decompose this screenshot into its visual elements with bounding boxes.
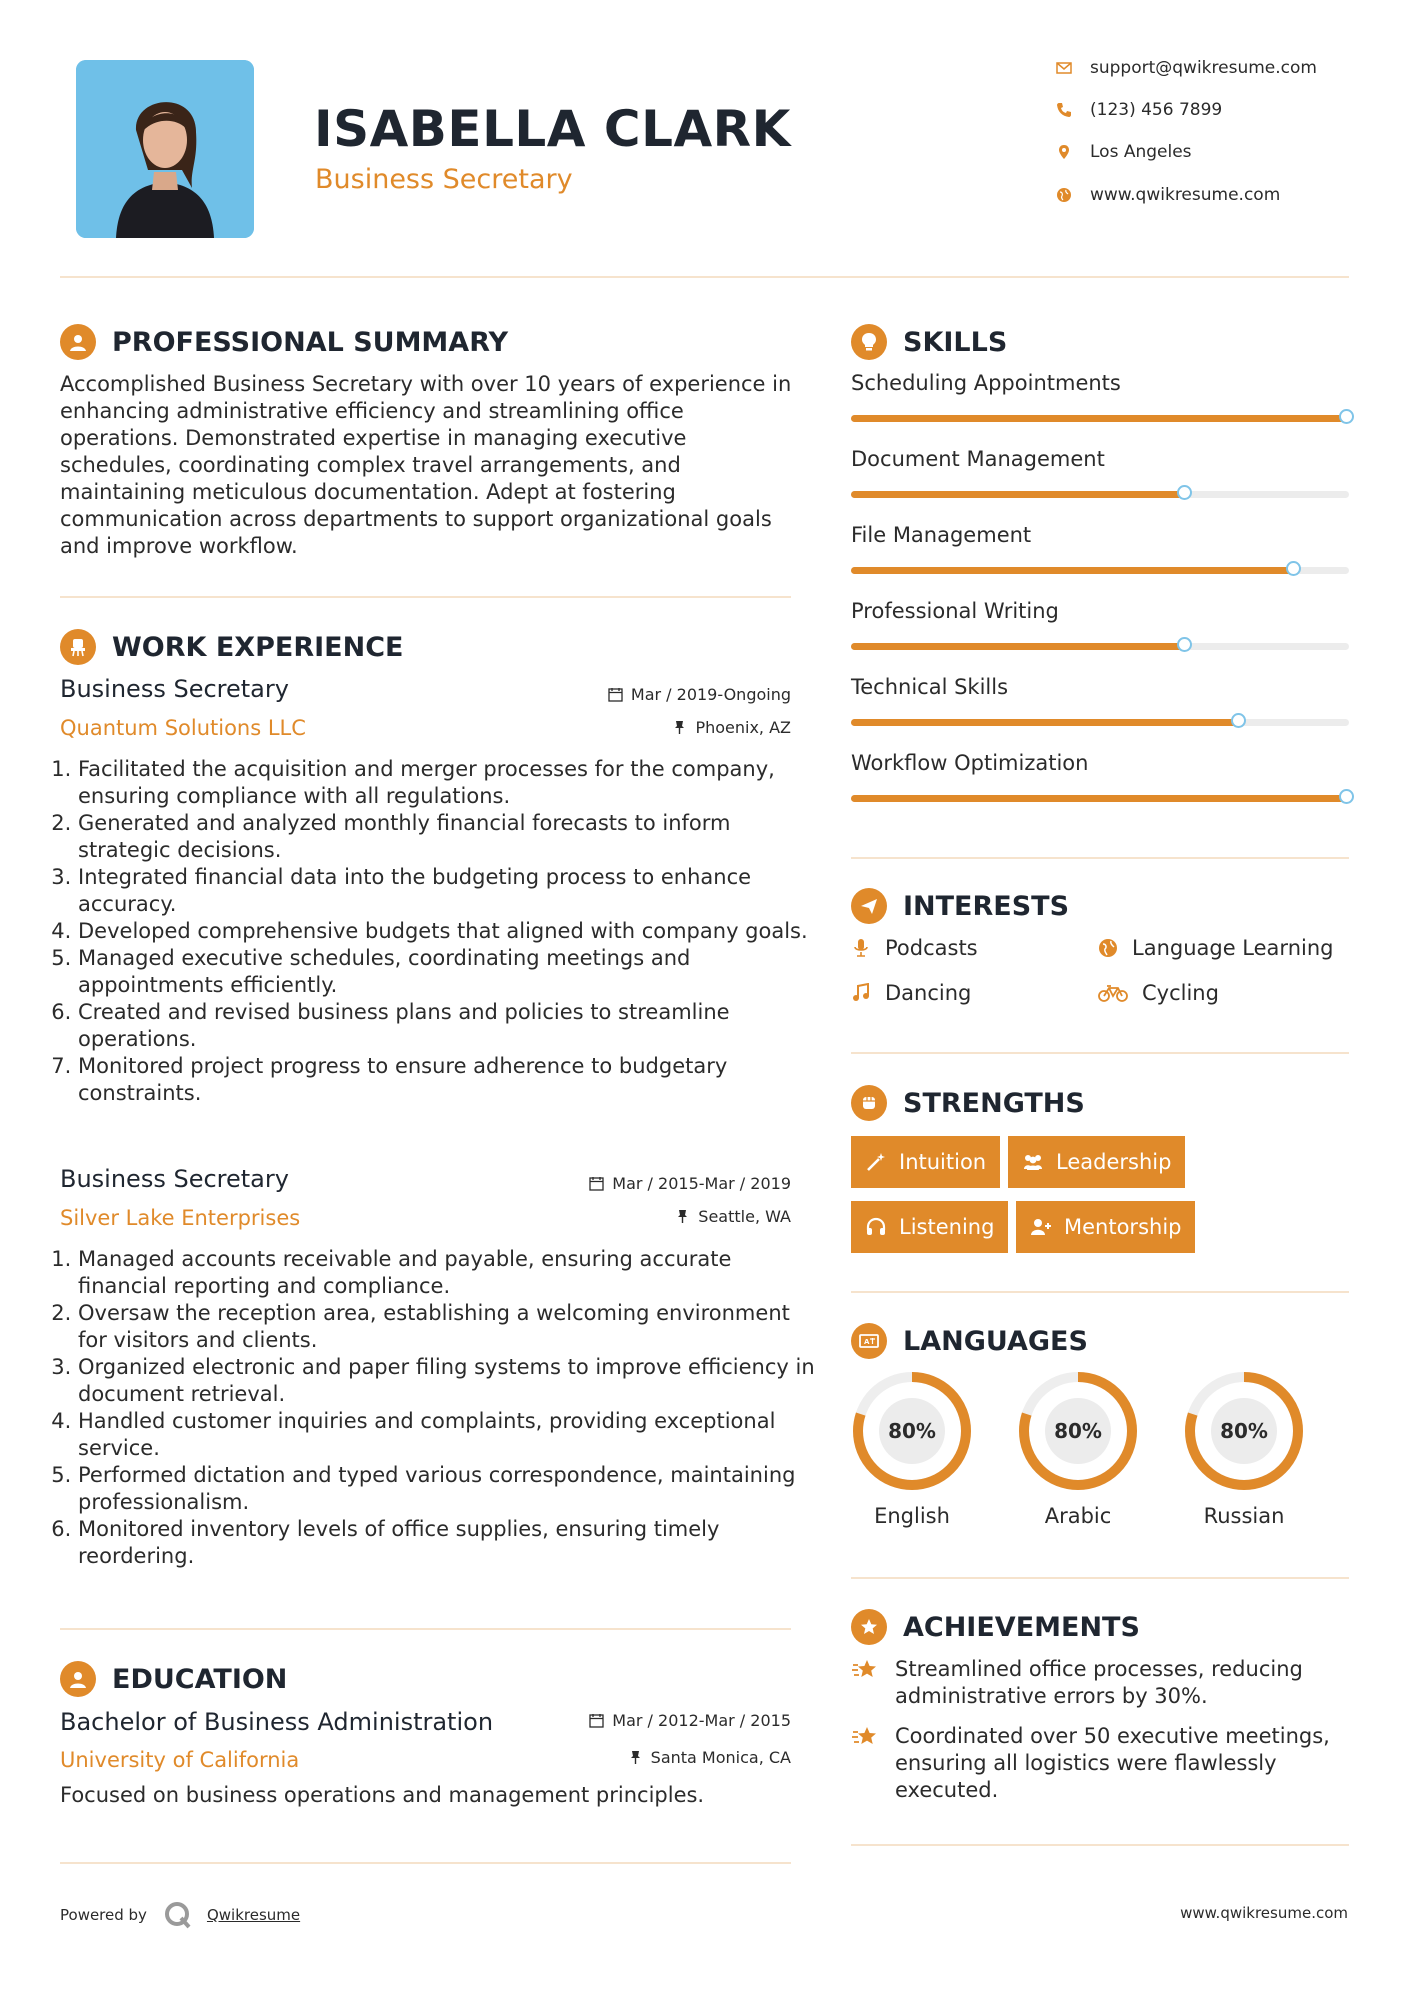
calendar-icon — [589, 1176, 604, 1191]
contact-website-text: www.qwikresume.com — [1090, 185, 1281, 205]
globe-icon — [1056, 187, 1072, 203]
users-icon — [1022, 1151, 1044, 1173]
map-pin-icon — [1056, 144, 1072, 160]
job-duties-list — [60, 756, 818, 1107]
skill-bar-knob — [1231, 713, 1246, 728]
list-item: 1. Facilitated the acquisition and merger processes for the company, ensuring compliance with all regulations. — [78, 756, 818, 810]
education-date — [520, 1711, 791, 1730]
languages-title-text: LANGUAGES — [903, 1325, 1088, 1357]
list-item: 4. Handled customer inquiries and complaints, providing exceptional service. — [78, 1408, 818, 1462]
list-item: 7. Monitored project progress to ensure adherence to budgetary constraints. — [78, 1053, 818, 1107]
skill-name: Professional Writing — [851, 599, 1059, 623]
bicycle-icon — [1098, 983, 1128, 1003]
strengths-divider — [851, 1291, 1349, 1293]
list-item: 3. Organized electronic and paper filing systems to improve efficiency in document retrieval. — [78, 1354, 818, 1408]
svg-text:A: A — [864, 1338, 870, 1346]
language-ring — [1017, 1370, 1139, 1492]
pushpin-icon — [672, 720, 687, 735]
language-item — [1183, 1370, 1305, 1496]
skill-bar-knob — [1339, 789, 1354, 804]
graduate-icon — [60, 1661, 96, 1697]
list-item: 3. Integrated financial data into the budgeting process to enhance accuracy. — [78, 864, 818, 918]
list-item: 6. Monitored inventory levels of office supplies, ensuring timely reordering. — [78, 1516, 818, 1570]
education-location — [520, 1748, 791, 1767]
job-location-text: Seattle, WA — [698, 1207, 791, 1226]
achievement-text: Coordinated over 50 executive meetings, ensuring all logistics were flawlessly executed. — [895, 1724, 1330, 1802]
languages-divider — [851, 1577, 1349, 1579]
headphones-icon — [865, 1216, 887, 1238]
envelope-icon — [1056, 60, 1072, 76]
interest-label: Language Learning — [1132, 936, 1334, 960]
skill-bar — [851, 795, 1349, 802]
education-date-text: Mar / 2012-Mar / 2015 — [612, 1711, 791, 1730]
skills-divider — [851, 857, 1349, 859]
music-icon — [851, 983, 871, 1003]
summary-line: enhancing administrative efficiency and streamlining office — [60, 399, 684, 423]
job-company: Silver Lake Enterprises — [60, 1206, 301, 1230]
interest-label: Cycling — [1142, 981, 1219, 1005]
contact-phone[interactable] — [1056, 98, 1222, 122]
list-item: 1. Managed accounts receivable and payable, ensuring accurate financial reporting and compliance. — [78, 1246, 818, 1300]
footer-powered-by — [60, 1900, 300, 1930]
star-badge-icon — [851, 1609, 887, 1645]
contact-email-text: support@qwikresume.com — [1090, 58, 1317, 78]
job-location — [560, 718, 791, 737]
qwikresume-logo-icon — [163, 1900, 193, 1930]
job-title: Business Secretary — [60, 675, 289, 703]
skill-bar-knob — [1177, 637, 1192, 652]
list-item: 4. Developed comprehensive budgets that aligned with company goals. — [78, 918, 818, 945]
section-title-interests — [851, 888, 1069, 924]
list-item: 2. Generated and analyzed monthly financial forecasts to inform strategic decisions. — [78, 810, 818, 864]
language-icon — [851, 1323, 887, 1359]
language-name: Russian — [1203, 1504, 1285, 1528]
job-date — [520, 1174, 791, 1193]
interest-item — [1098, 936, 1333, 960]
summary-title-text: PROFESSIONAL SUMMARY — [112, 326, 509, 358]
calendar-icon — [608, 687, 623, 702]
strength-badge — [1016, 1201, 1195, 1253]
job-location-text: Phoenix, AZ — [695, 718, 791, 737]
skill-item — [851, 751, 1349, 775]
phone-icon — [1056, 102, 1072, 118]
skill-bar — [851, 719, 1349, 726]
star-icon — [851, 1723, 879, 1751]
microphone-icon — [851, 938, 871, 958]
skill-bar — [851, 415, 1349, 422]
user-icon — [60, 324, 96, 360]
paper-plane-icon — [851, 888, 887, 924]
contact-email[interactable] — [1056, 56, 1317, 80]
experience-divider — [60, 1628, 791, 1630]
strength-badge — [1008, 1136, 1185, 1188]
qwikresume-link[interactable]: Qwikresume — [206, 1906, 301, 1924]
section-title-languages — [851, 1323, 1088, 1359]
strength-badge — [851, 1201, 1008, 1253]
user-plus-icon — [1030, 1216, 1052, 1238]
interest-item — [851, 981, 971, 1005]
interest-label: Podcasts — [885, 936, 978, 960]
strength-label: Listening — [899, 1215, 995, 1239]
job-company: Quantum Solutions LLC — [60, 716, 306, 740]
language-name: English — [874, 1504, 950, 1528]
pushpin-icon — [628, 1750, 643, 1765]
job-date-text: Mar / 2019-Ongoing — [630, 685, 791, 704]
skill-bar — [851, 491, 1349, 498]
job-date — [560, 685, 791, 704]
skill-item — [851, 447, 1349, 471]
achievement-item — [851, 1656, 1349, 1710]
summary-line: Accomplished Business Secretary with over 10 years of experience in — [60, 372, 792, 396]
strength-badge — [851, 1136, 1000, 1188]
education-title-text: EDUCATION — [112, 1663, 288, 1695]
achievement-text: Streamlined office processes, reducing administrative errors by 30%. — [895, 1657, 1303, 1708]
magic-wand-icon — [865, 1151, 887, 1173]
skill-item — [851, 371, 1349, 395]
skill-bar — [851, 567, 1349, 574]
job-duties-list — [60, 1246, 818, 1570]
contact-phone-text: (123) 456 7899 — [1090, 100, 1223, 120]
skill-bar-fill — [851, 719, 1239, 726]
summary-text — [60, 371, 800, 560]
skill-name: Document Management — [851, 447, 1105, 471]
experience-title-text: WORK EXPERIENCE — [112, 631, 404, 663]
strengths-title-text: STRENGTHS — [903, 1087, 1085, 1119]
skill-item — [851, 675, 1349, 699]
language-ring — [1183, 1370, 1305, 1492]
section-title-skills — [851, 324, 1007, 360]
footer-website[interactable]: www.qwikresume.com — [1180, 1904, 1348, 1922]
skill-item — [851, 523, 1349, 547]
school-name: University of California — [60, 1748, 300, 1772]
summary-line: and improve workflow. — [60, 534, 298, 558]
section-title-education — [60, 1661, 287, 1697]
education-divider — [60, 1862, 791, 1864]
achievement-item — [851, 1723, 1349, 1804]
powered-by-text: Powered by — [60, 1906, 147, 1924]
contact-website[interactable] — [1056, 183, 1280, 207]
skill-bar-fill — [851, 491, 1185, 498]
skills-title-text: SKILLS — [903, 326, 1008, 358]
language-name: Arabic — [1044, 1504, 1112, 1528]
interests-divider — [851, 1052, 1349, 1054]
language-item — [851, 1370, 973, 1496]
list-item: 2. Oversaw the reception area, establishing a welcoming environment for visitors and clients. — [78, 1300, 818, 1354]
skill-name: File Management — [851, 523, 1032, 547]
skill-bar-knob — [1339, 409, 1354, 424]
candidate-role: Business Secretary — [315, 164, 573, 195]
language-ring — [851, 1370, 973, 1492]
skill-bar-fill — [851, 567, 1294, 574]
skill-name: Workflow Optimization — [851, 751, 1089, 775]
list-item: 5. Performed dictation and typed various correspondence, maintaining professionalism. — [78, 1462, 818, 1516]
section-title-experience — [60, 629, 403, 665]
star-icon — [851, 1656, 879, 1684]
skill-bar-fill — [851, 643, 1185, 650]
achievements-title-text: ACHIEVEMENTS — [903, 1611, 1140, 1643]
chair-icon — [60, 629, 96, 665]
candidate-name: ISABELLA CLARK — [314, 100, 791, 158]
job-date-text: Mar / 2015-Mar / 2019 — [612, 1174, 791, 1193]
degree-title: Bachelor of Business Administration — [60, 1708, 494, 1736]
strength-label: Leadership — [1056, 1150, 1172, 1174]
summary-divider — [60, 596, 791, 598]
skill-bar-fill — [851, 795, 1349, 802]
header-divider — [60, 276, 1349, 278]
achievements-divider — [851, 1844, 1349, 1846]
list-item: 6. Created and revised business plans and policies to streamline operations. — [78, 999, 818, 1053]
skill-bar-knob — [1177, 485, 1192, 500]
list-item: 5. Managed executive schedules, coordinating meetings and appointments efficiently. — [78, 945, 818, 999]
strength-label: Mentorship — [1064, 1215, 1182, 1239]
interests-title-text: INTERESTS — [903, 890, 1070, 922]
calendar-icon — [589, 1713, 604, 1728]
summary-line: schedules, coordinating complex travel arrangements, and — [60, 453, 681, 477]
strength-label: Intuition — [899, 1150, 987, 1174]
education-description: Focused on business operations and management principles. — [60, 1783, 705, 1807]
section-title-achievements — [851, 1609, 1140, 1645]
interest-label: Dancing — [885, 981, 972, 1005]
section-title-strengths — [851, 1085, 1085, 1121]
fist-icon — [851, 1085, 887, 1121]
summary-line: operations. Demonstrated expertise in managing executive — [60, 426, 687, 450]
skill-item — [851, 599, 1349, 623]
language-percent: 80% — [888, 1419, 936, 1443]
job-title: Business Secretary — [60, 1165, 289, 1193]
language-percent: 80% — [1220, 1419, 1268, 1443]
job-location — [560, 1207, 791, 1226]
interest-item — [851, 936, 978, 960]
skill-bar-fill — [851, 415, 1349, 422]
language-percent: 80% — [1054, 1419, 1102, 1443]
language-item — [1017, 1370, 1139, 1496]
pushpin-icon — [675, 1209, 690, 1224]
skill-bar — [851, 643, 1349, 650]
lightbulb-icon — [851, 324, 887, 360]
skill-bar-knob — [1286, 561, 1301, 576]
contact-location-text: Los Angeles — [1090, 142, 1192, 162]
summary-line: communication across departments to support organizational goals — [60, 507, 772, 531]
summary-line: maintaining meticulous documentation. Adept at fostering — [60, 480, 676, 504]
contact-location — [1056, 140, 1192, 164]
globe-icon — [1098, 938, 1118, 958]
section-title-summary — [60, 324, 508, 360]
skill-name: Scheduling Appointments — [851, 371, 1121, 395]
interest-item — [1098, 981, 1219, 1005]
education-location-text: Santa Monica, CA — [650, 1748, 791, 1767]
skill-name: Technical Skills — [851, 675, 1009, 699]
profile-photo — [76, 60, 254, 238]
